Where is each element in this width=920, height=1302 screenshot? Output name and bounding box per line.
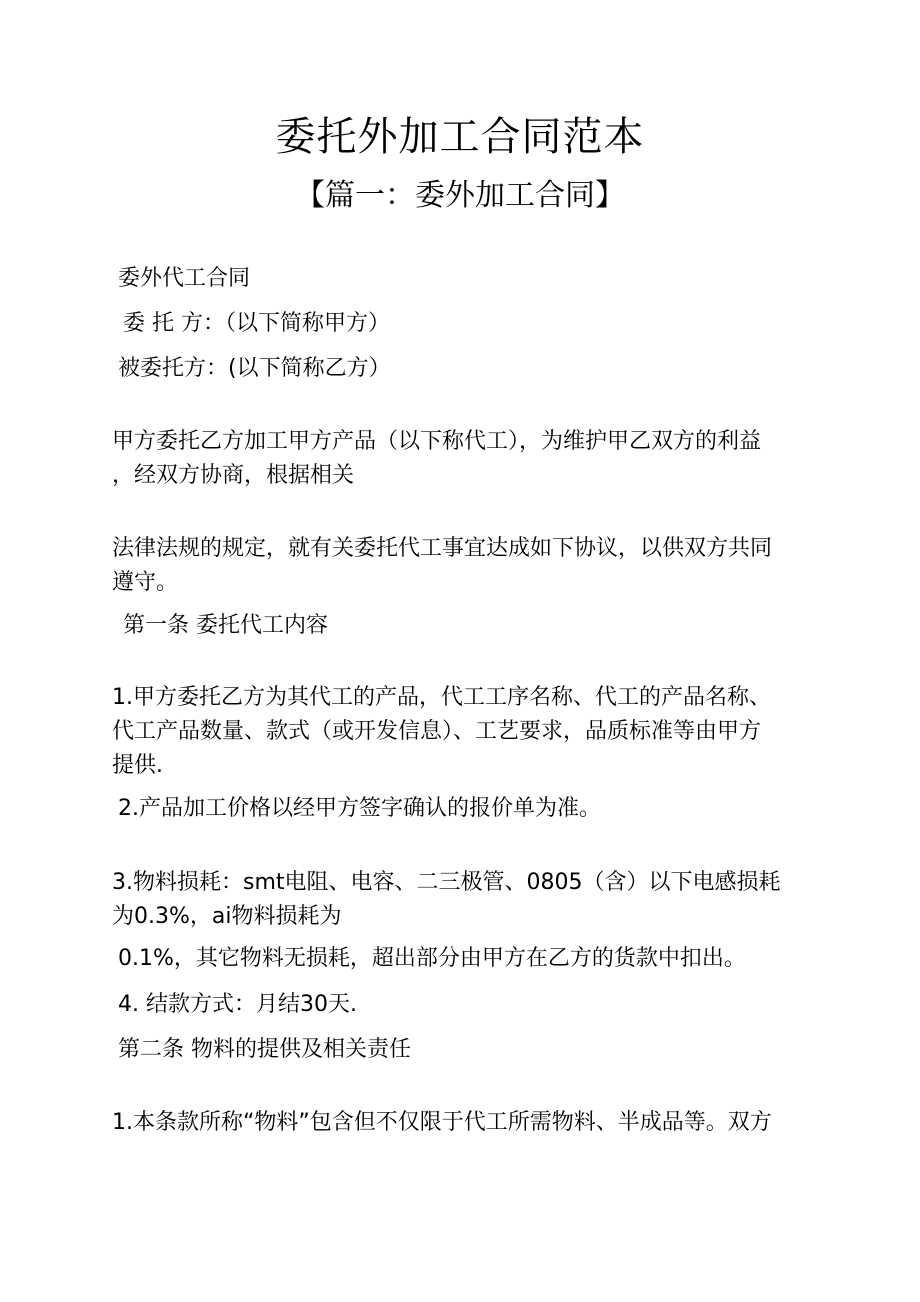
document-title: 委托外加工合同范本 (275, 114, 645, 160)
item-line: 代工产品数量、款式（或开发信息）、工艺要求，品质标准等由甲方 (112, 719, 762, 744)
article-1-item-3 (112, 866, 812, 934)
item-line: 为0.3%，ai物料损耗为 (112, 904, 342, 929)
article-2-heading: 第二条 物料的提供及相关责任 (118, 1037, 411, 1062)
intro-paragraph (112, 425, 812, 493)
contract-heading: 委外代工合同 (118, 266, 251, 291)
article-1-heading: 第一条 委托代工内容 (123, 613, 328, 638)
article-1-item-2: 2.产品加工价格以经甲方签字确认的报价单为准。 (118, 796, 601, 821)
item-line: 3.物料损耗：smt电阻、电容、二三极管、0805（含）以下电感损耗 (112, 870, 781, 895)
intro-line: 遵守。 (112, 570, 179, 595)
item-line: 1.甲方委托乙方为其代工的产品，代工工序名称、代工的产品名称、 (112, 685, 771, 710)
party-a-line: 委 托 方：（以下简称甲方） (123, 311, 390, 336)
article-1-item-4: 4. 结款方式：月结30天. (118, 992, 357, 1017)
item-line: 提供. (112, 753, 163, 778)
document-subtitle: 【篇一：委外加工合同】 (295, 178, 625, 213)
intro-line: 法律法规的规定，就有关委托代工事宜达成如下协议，以供双方共同 (112, 536, 773, 561)
intro-paragraph-2 (112, 532, 812, 600)
article-1-item-3-cont: 0.1%，其它物料无损耗，超出部分由甲方在乙方的货款中扣出。 (118, 946, 746, 971)
intro-line: 甲方委托乙方加工甲方产品（以下称代工），为维护甲乙双方的利益 (112, 429, 762, 454)
article-1-item-1 (112, 681, 812, 783)
party-b-line: 被委托方：(以下简称乙方） (118, 356, 391, 381)
intro-line: ，经双方协商，根据相关 (112, 463, 355, 488)
article-2-item-1: 1.本条款所称“物料”包含但不仅限于代工所需物料、半成品等。双方 (112, 1110, 772, 1135)
